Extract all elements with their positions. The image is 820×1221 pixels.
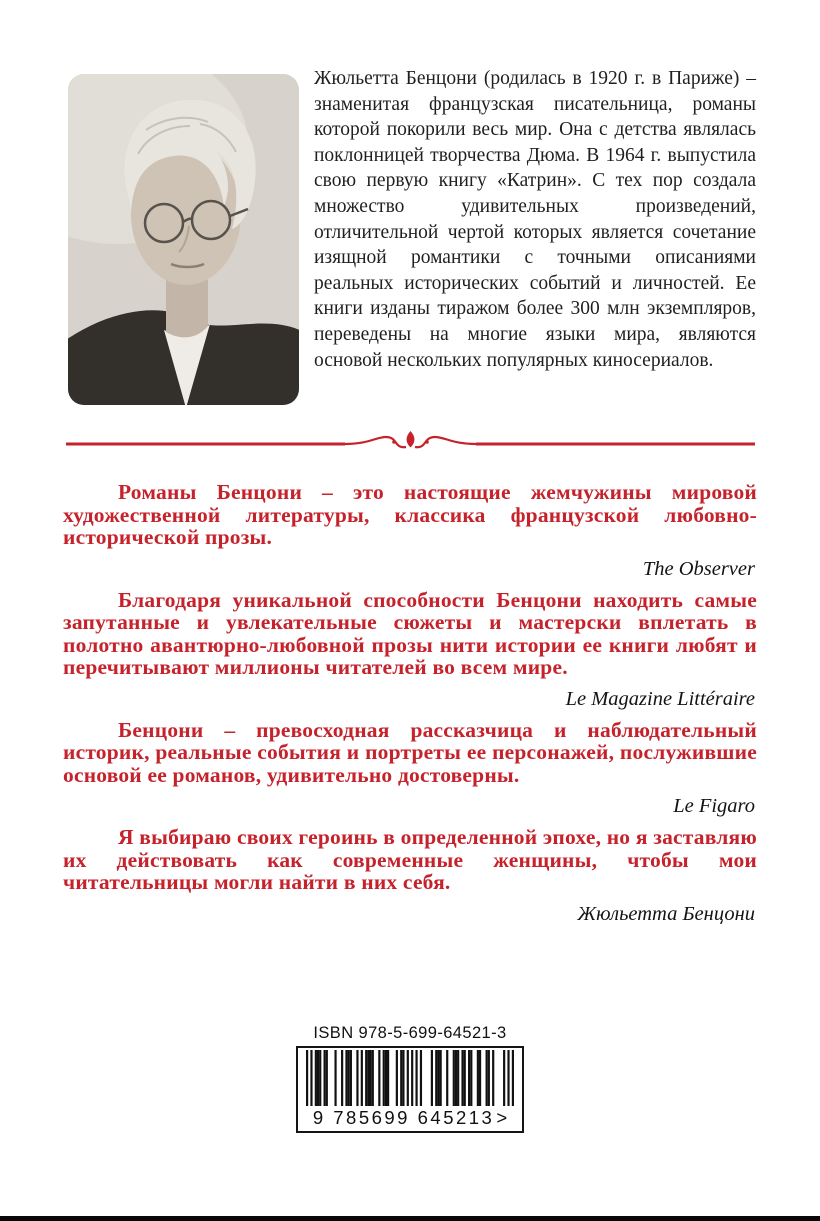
- flourish-icon: [64, 429, 757, 457]
- quote-text: Благодаря уникальной способности Бенцони находить самые запутанные и увлекательные сюжеты и мастерски вплетать в полотно авантюрно-любовной прозы нити истории ее книги любят и перечитывают миллионы читателей во всем мире.: [63, 587, 757, 679]
- quote-text: Бенцони – превосходная рассказчица и наблюдательный историк, реальные события и портреты ее персонажей, послужившие основой ее романов, удивительно достоверны.: [63, 717, 757, 787]
- quote-source: Жюльетта Бенцони: [577, 902, 755, 925]
- barcode-block: [285, 1024, 535, 1133]
- author-photo: [68, 74, 299, 405]
- page-bottom-edge: [0, 1216, 820, 1221]
- author-bio: Жюльетта Бенцони (родилась в 1920 г. в Париже) – знаменитая французская писательница, романы которой покорили весь мир. Она с детства являлась поклонницей творчества Дюма. В 1964 г. выпустила свою первую книгу «Катрин». С тех пор создала множество удивительных произведений, отличительной чертой которых является сочетание изящной романтики с точными описаниями реальных исторических событий и личностей. Ее книги изданы тиражом более 300 млн экземпляров, переведены на многие языки мира, являются основой нескольких популярных киносериалов.: [314, 68, 756, 371]
- quote-text: Я выбираю своих героинь в определенной эпохе, но я заставляю их действовать как современные женщины, чтобы мои читательницы могли найти в них себя.: [63, 825, 757, 894]
- quote-source: The Observer: [642, 557, 755, 580]
- barcode-digits: [306, 1106, 514, 1131]
- quote-source: Le Magazine Littéraire: [565, 687, 755, 710]
- quote-source: Le Figaro: [673, 795, 755, 817]
- quiet-zone-mark: >: [496, 1107, 508, 1128]
- barcode-bars: [306, 1050, 514, 1106]
- isbn-label: ISBN 978-5-699-64521-3: [313, 1024, 507, 1042]
- press-quotes: [63, 481, 757, 934]
- barcode: [296, 1046, 524, 1133]
- barcode-digits-text: 9 785699 645213: [312, 1107, 495, 1128]
- decorative-divider: [64, 429, 757, 457]
- quote-text: Романы Бенцони – это настоящие жемчужины мировой художественной литературы, классика французской любовно-исторической прозы.: [63, 480, 757, 549]
- author-portrait-illustration: [68, 74, 299, 405]
